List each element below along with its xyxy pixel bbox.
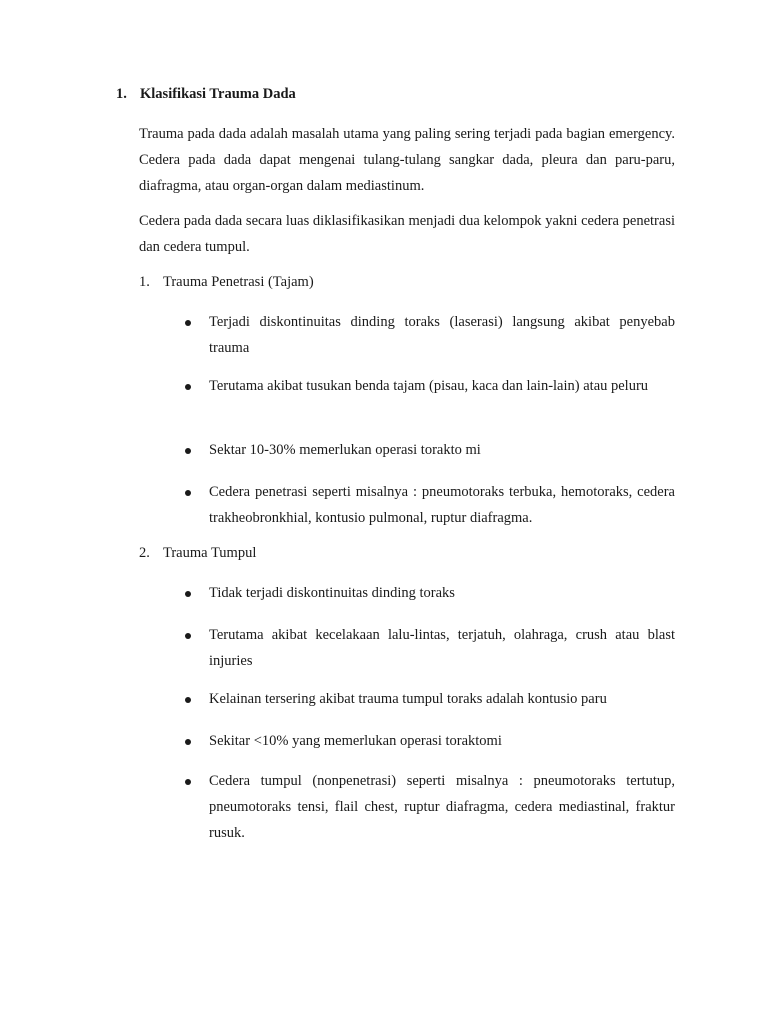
- bullet-icon: [185, 779, 191, 785]
- bullet-icon: [185, 739, 191, 745]
- list-item: [185, 768, 675, 846]
- subsection-number: 2.: [139, 545, 150, 561]
- list-item: [185, 309, 675, 361]
- subsection-heading-penetrasi: [139, 274, 314, 291]
- paragraph-classification: Cedera pada dada secara luas diklasifikasikan menjadi dua kelompok yakni cedera penetrasi dan cedera tumpul.: [139, 213, 675, 255]
- list-item-text: Tidak terjadi diskontinuitas dinding toraks: [209, 585, 455, 601]
- list-item-text: Cedera penetrasi seperti misalnya : pneumotoraks terbuka, hemotoraks, cedera trakheobronkhial, kontusio pulmonal, ruptur diafragma.: [209, 484, 675, 526]
- bullet-icon: [185, 320, 191, 326]
- list-item-text: Sekitar <10% yang memerlukan operasi toraktomi: [209, 733, 502, 749]
- list-item-text: Kelainan tersering akibat trauma tumpul toraks adalah kontusio paru: [209, 691, 607, 707]
- list-item: [185, 479, 675, 531]
- subsection-number: 1.: [139, 274, 150, 290]
- list-item: [185, 686, 675, 712]
- bullet-icon: [185, 384, 191, 390]
- subsection-heading-tumpul: [139, 545, 256, 562]
- bullet-icon: [185, 591, 191, 597]
- list-item-text: Sektar 10-30% memerlukan operasi torakto mi: [209, 442, 481, 458]
- list-item: [185, 728, 675, 754]
- subsection-title: Trauma Penetrasi (Tajam): [163, 274, 314, 290]
- list-item: [185, 622, 675, 674]
- bullet-icon: [185, 448, 191, 454]
- list-item: [185, 373, 675, 399]
- heading-number: 1.: [116, 86, 127, 102]
- list-item-text: Terjadi diskontinuitas dinding toraks (laserasi) langsung akibat penyebab trauma: [209, 314, 675, 356]
- bullet-icon: [185, 633, 191, 639]
- bullet-icon: [185, 490, 191, 496]
- list-item-text: Cedera tumpul (nonpenetrasi) seperti misalnya : pneumotoraks tertutup, pneumotoraks tensi, flail chest, ruptur diafragma, cedera mediastinal, fraktur rusuk.: [209, 773, 675, 841]
- list-item: [185, 580, 675, 606]
- subsection-title: Trauma Tumpul: [163, 545, 257, 561]
- paragraph-intro: Trauma pada dada adalah masalah utama yang paling sering terjadi pada bagian emergency. Cedera pada dada dapat mengenai tulang-tulang sangkar dada, pleura dan paru-paru, diafragma, atau organ-organ dalam mediastinum.: [139, 126, 675, 194]
- list-item: [185, 437, 675, 463]
- section-heading: [116, 86, 296, 103]
- heading-title: Klasifikasi Trauma Dada: [140, 86, 296, 102]
- list-item-text: Terutama akibat tusukan benda tajam (pisau, kaca dan lain-lain) atau peluru: [209, 378, 649, 394]
- list-item-text: Terutama akibat kecelakaan lalu-lintas, terjatuh, olahraga, crush atau blast injuries: [209, 627, 675, 669]
- bullet-icon: [185, 697, 191, 703]
